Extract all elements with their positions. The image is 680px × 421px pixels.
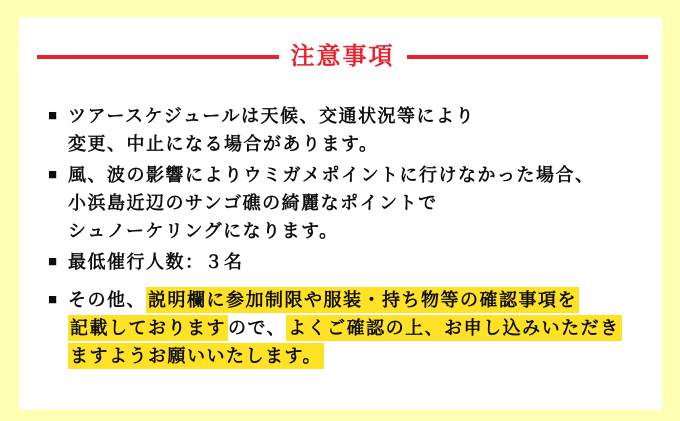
plain-text: 小浜島近辺のサンゴ礁の綺麗なポイントで — [68, 193, 438, 213]
bullet-square-icon: ■ — [48, 166, 58, 183]
title-rule-left — [37, 55, 279, 59]
bullet-square-icon: ■ — [48, 107, 58, 124]
plain-text: ので、 — [228, 318, 287, 338]
notice-item-text — [68, 102, 648, 158]
notice-item-text — [68, 286, 648, 370]
notice-line — [68, 130, 648, 158]
page-title: 注意事項 — [290, 43, 395, 70]
notice-item — [48, 102, 648, 158]
notice-item-text — [68, 248, 648, 276]
notice-line — [68, 189, 648, 217]
highlighted-text: 説明欄に参加制限や服装・持ち物等の確認事項を — [146, 287, 579, 313]
highlighted-text: ますようお願いいたします。 — [68, 343, 324, 369]
notice-line — [68, 314, 648, 342]
bullet-square-icon: ■ — [48, 253, 58, 270]
notice-item — [48, 286, 648, 370]
notice-line — [68, 286, 648, 314]
notice-line — [68, 161, 648, 189]
title-rule-right — [407, 55, 649, 59]
highlighted-text: 記載しております — [68, 315, 228, 341]
plain-text: ツアースケジュールは天候、交通状況等により — [68, 106, 475, 126]
notice-line — [68, 217, 648, 245]
notice-item — [48, 161, 648, 245]
notice-list — [19, 102, 662, 370]
plain-text: シュノーケリングになります。 — [68, 221, 339, 241]
notice-line — [68, 342, 648, 370]
notice-title-row — [37, 44, 648, 70]
plain-text: 風、波の影響によりウミガメポイントに行けなかった場合、 — [68, 165, 595, 185]
notice-item-text — [68, 161, 648, 245]
plain-text: 最低催行人数：３名 — [68, 252, 244, 272]
notice-line — [68, 248, 648, 276]
notice-line — [68, 102, 648, 130]
bullet-square-icon: ■ — [48, 291, 58, 308]
notice-item — [48, 248, 648, 276]
plain-text: 変更、中止になる場合があります。 — [68, 134, 379, 154]
highlighted-text: よくご確認の上、お申し込みいただき — [286, 315, 622, 341]
notice-panel — [19, 17, 662, 410]
plain-text: その他、 — [68, 290, 146, 310]
